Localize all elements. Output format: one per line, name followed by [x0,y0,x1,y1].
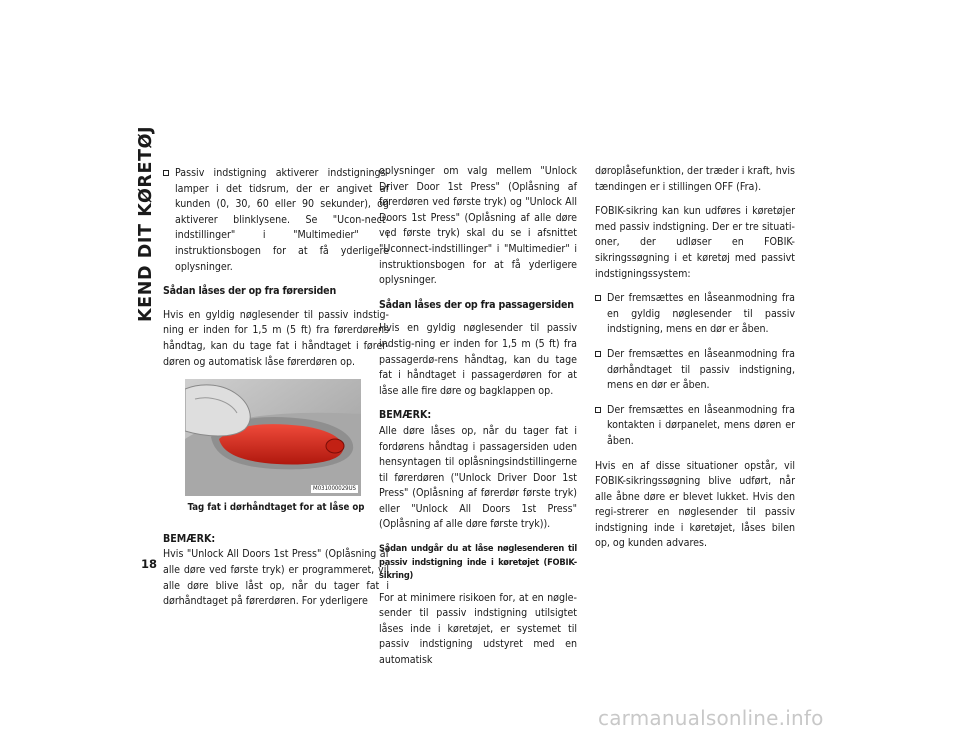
page-number: 18 [141,557,158,571]
note [379,408,577,533]
bullet-square-icon [595,351,601,357]
door-handle-illustration [185,379,361,496]
list-item [595,403,795,450]
list-item [595,347,795,394]
paragraph: Hvis en gyldig nøglesender til passiv indstig-ning er inden for 1,5 m (5 ft) fra førerdørens håndtag, kan du tage fat i håndtaget i fører-døren og automatisk låse førerdøren op. [163,308,389,368]
section-title-text: KEND DIT KØRETØJ [136,125,156,322]
bullet-square-icon [163,170,169,176]
bullet-square-icon [595,295,601,301]
bullet-text: Der fremsættes en låseanmodning fra en gyldig nøglesender til passiv indstigning, mens en dør er åben. [607,292,795,336]
watermark: carmanualsonline.info [598,706,824,730]
list-item [163,166,389,275]
bullet-text: Passiv indstigning aktiverer indstignings-lamper i det tidsrum, der er angivet af kunden (0, 30, 60 eller 90 sekunder), og aktiverer blinklysene. Se "Ucon-nect-indstillinger" i "Multimedier" i instruktionsbogen for at få yderligere oplysninger. [175,167,389,273]
text-column-3 [595,164,795,561]
paragraph: For at minimere risikoen for, at en nøgle-sender til passiv indstigning utilsigtet låses inde i køretøjet, er systemet til passiv indstigning udstyret med en automatisk [379,591,577,666]
bullet-text: Der fremsættes en låseanmodning fra dørhåndtaget til passiv indstigning, mens en dør er åben. [607,347,795,392]
paragraph: oplysninger om valg mellem "Unlock Driver Door 1st Press" (Oplåsning af førerdøren ved første tryk) og "Unlock All Doors 1st Press" (Oplåsning af alle døre ved første tryk) skal du se i afsnittet "Uconnect-indstillinger" i "Multimedier" i instruktionsbogen for at få yderligere oplysninger. [379,165,577,287]
bullet-square-icon [595,407,601,413]
note-text: Alle døre låses op, når du tager fat i fordørens håndtag i passagersiden uden hensyntagen til oplåsningsindstillingerne til førerdøren ("Unlock Driver Door 1st Press" (Oplåsning af førerdør første tryk) eller "Unlock All Doors 1st Press" (Oplåsning af alle døre første tryk)). [379,424,577,531]
paragraph: døroplåsefunktion, der træder i kraft, hvis tændingen er i stillingen OFF (Fra). [595,165,795,193]
section-heading: Sådan låses der op fra førersiden [163,285,337,298]
section-side-title [136,125,158,552]
paragraph: FOBIK-sikring kan kun udføres i køretøjer med passiv indstigning. Der er tre situati-oner, der udløser en FOBIK-sikringssøgning i et køretøj med passivt indstigningssystem: [595,205,795,280]
paragraph: Hvis en af disse situationer opstår, vil FOBIK-sikringssøgning blive udført, når alle åbne døre er blevet lukket. Hvis den regi-strerer en nøglesender til passiv indstigning inde i køretøjet, låses bilen op, og kunden advares. [595,459,795,550]
paragraph: Hvis en gyldig nøglesender til passiv indstig-ning er inden for 1,5 m (5 ft) fra passagerdø-rens håndtag, kan du tage fat i håndtaget i passagerdøren for at låse alle fire døre og bagklappen op. [379,322,577,397]
text-column-2 [379,164,577,678]
note [163,532,389,610]
section-heading: Sådan undgår du at låse nøglesenderen til passiv indstigning inde i køretøjet (FOBIK-sikring) [379,543,577,582]
text-column-1 [163,166,389,619]
note-text: Hvis "Unlock All Doors 1st Press" (Oplåsning af alle døre ved første tryk) er programmeret, vil alle døre blive låst op, når du tager fat i dørhåndtaget på førerdøren. For yderligere [163,548,389,608]
bullet-text: Der fremsættes en låseanmodning fra kontakten i dørpanelet, mens døren er åben. [607,403,795,447]
figure-code: M031000029US [313,485,356,493]
figure-caption: Tag fat i dørhåndtaget for at låse op [187,502,365,514]
note-label: BEMÆRK: [379,409,432,422]
door-handle-figure [185,379,361,496]
section-heading: Sådan låses der op fra passagersiden [379,298,574,311]
list-item [595,291,795,338]
note-label: BEMÆRK: [163,532,216,545]
